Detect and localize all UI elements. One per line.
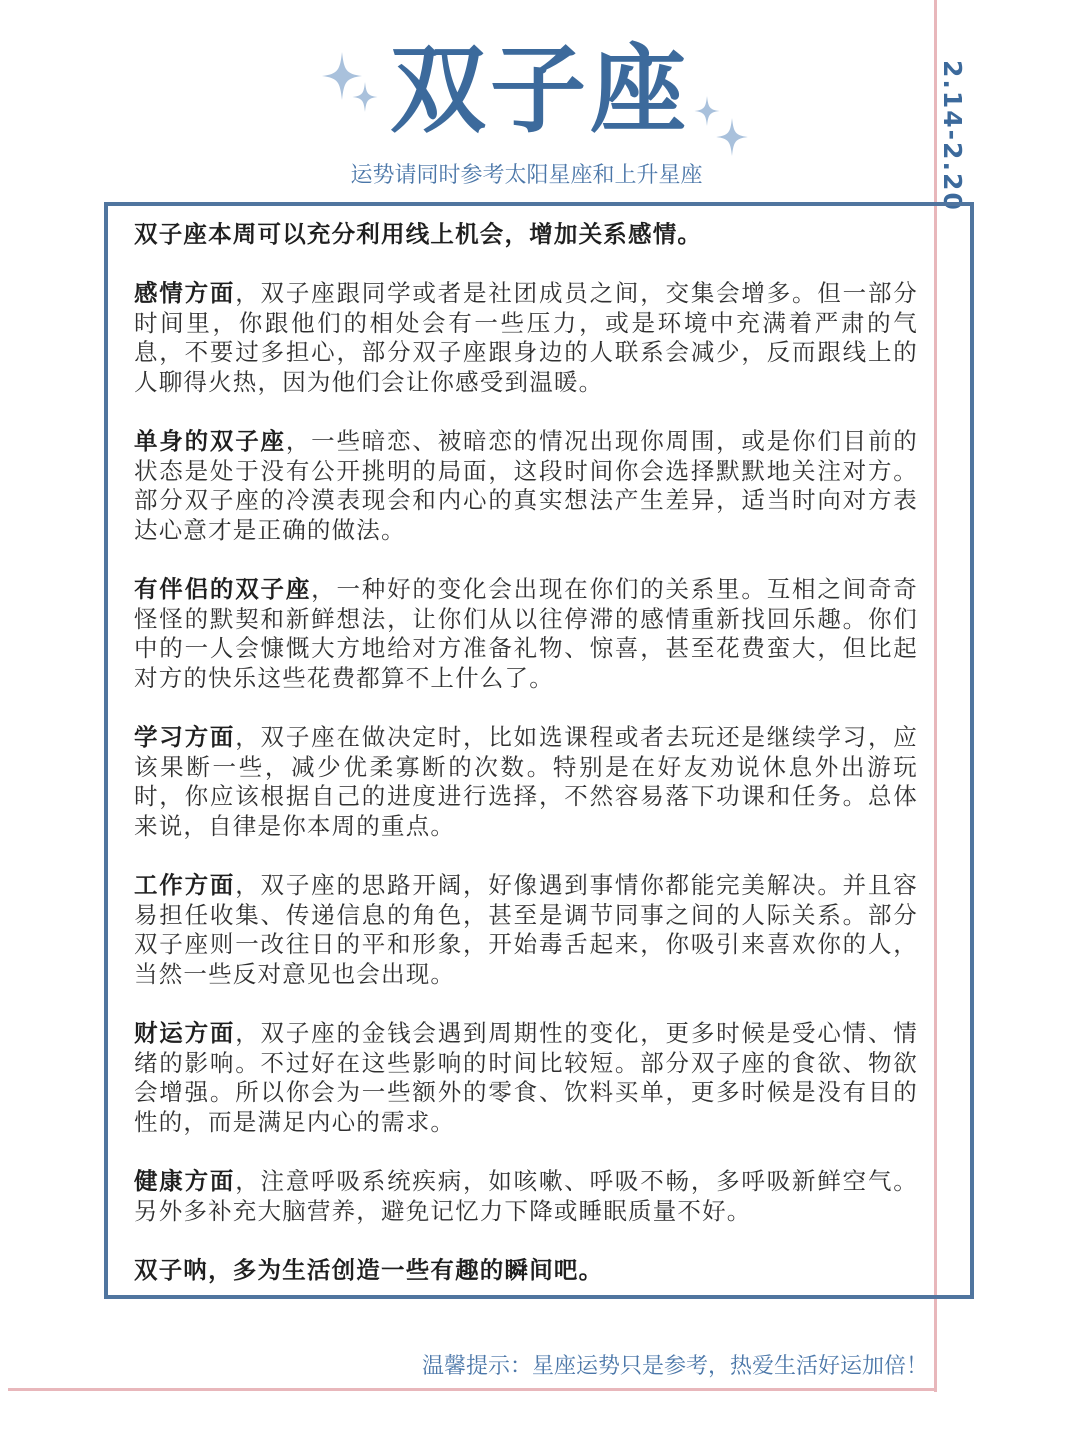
section-text: ，双子座在做决定时，比如选课程或者去玩还是继续学习，应该果断一些，减少优柔寡断的次数。特别是在好友劝说休息外出游玩时，你应该根据自己的进度进行选择，不然容易落下功课和任务。总体来说，自律是你本周的重点。 (134, 723, 918, 840)
horoscope-content (134, 220, 918, 1315)
section-single (134, 427, 918, 545)
section-heading: 财运方面 (134, 1019, 236, 1048)
section-text: ，双子座的思路开阔，好像遇到事情你都能完美解决。并且容易担任收集、传递信息的角色，甚至是调节同事之间的人际关系。部分双子座则一改往日的平和形象，开始毒舌起来，你吸引来喜欢你的人，当然一些反对意见也会出现。 (134, 871, 918, 988)
pink-border-horizontal (8, 1388, 937, 1391)
page-subtitle: 运势请同时参考太阳星座和上升星座 (350, 163, 703, 188)
page-title: 双子座 (390, 34, 690, 146)
footer-tip: 温馨提示：星座运势只是参考，热爱生活好运加倍！ (421, 1354, 928, 1379)
section-heading: 学习方面 (134, 723, 236, 752)
section-heading: 感情方面 (134, 279, 236, 308)
closing-text: 双子呐，多为生活创造一些有趣的瞬间吧。 (134, 1255, 604, 1284)
section-wealth (134, 1019, 918, 1137)
date-range: 2.14-2.20 (938, 60, 967, 212)
section-text: ，注意呼吸系统疾病，如咳嗽、呼吸不畅，多呼吸新鲜空气。另外多补充大脑营养，避免记忆力下降或睡眠质量不好。 (134, 1167, 918, 1225)
section-text: ，一种好的变化会出现在你们的关系里。互相之间奇奇怪怪的默契和新鲜想法，让你们从以往停滞的感情重新找回乐趣。你们中的一人会慷慨大方地给对方准备礼物、惊喜，甚至花费蛮大，但比起对方的快乐这些花费都算不上什么了。 (134, 575, 918, 692)
section-health (134, 1167, 918, 1226)
section-work (134, 871, 918, 989)
section-couple (134, 575, 918, 693)
section-study (134, 723, 918, 841)
section-heading: 单身的双子座 (134, 427, 286, 456)
section-heading: 有伴侣的双子座 (134, 575, 312, 604)
intro-text: 双子座本周可以充分利用线上机会，增加关系感情。 (134, 220, 703, 248)
section-heading: 健康方面 (134, 1167, 236, 1195)
section-love (134, 279, 918, 397)
intro-paragraph (134, 220, 918, 250)
section-text: ，一些暗恋、被暗恋的情况出现你周围，或是你们目前的状态是处于没有公开挑明的局面，这段时间你会选择默默地关注对方。部分双子座的冷漠表现会和内心的真实想法产生差异，适当时向对方表达心意才是正确的做法。 (134, 427, 918, 544)
closing-paragraph (134, 1256, 918, 1286)
section-text: ，双子座跟同学或者是社团成员之间，交集会增多。但一部分时间里，你跟他们的相处会有一些压力，或是环境中充满着严肃的气息，不要过多担心，部分双子座跟身边的人联系会减少，反而跟线上的人聊得火热，因为他们会让你感受到温暖。 (134, 279, 918, 396)
section-heading: 工作方面 (134, 871, 236, 900)
section-text: ，双子座的金钱会遇到周期性的变化，更多时候是受心情、情绪的影响。不过好在这些影响的时间比较短。部分双子座的食欲、物欲会增强。所以你会为一些额外的零食、饮料买单，更多时候是没有目的性的，而是满足内心的需求。 (134, 1019, 918, 1136)
